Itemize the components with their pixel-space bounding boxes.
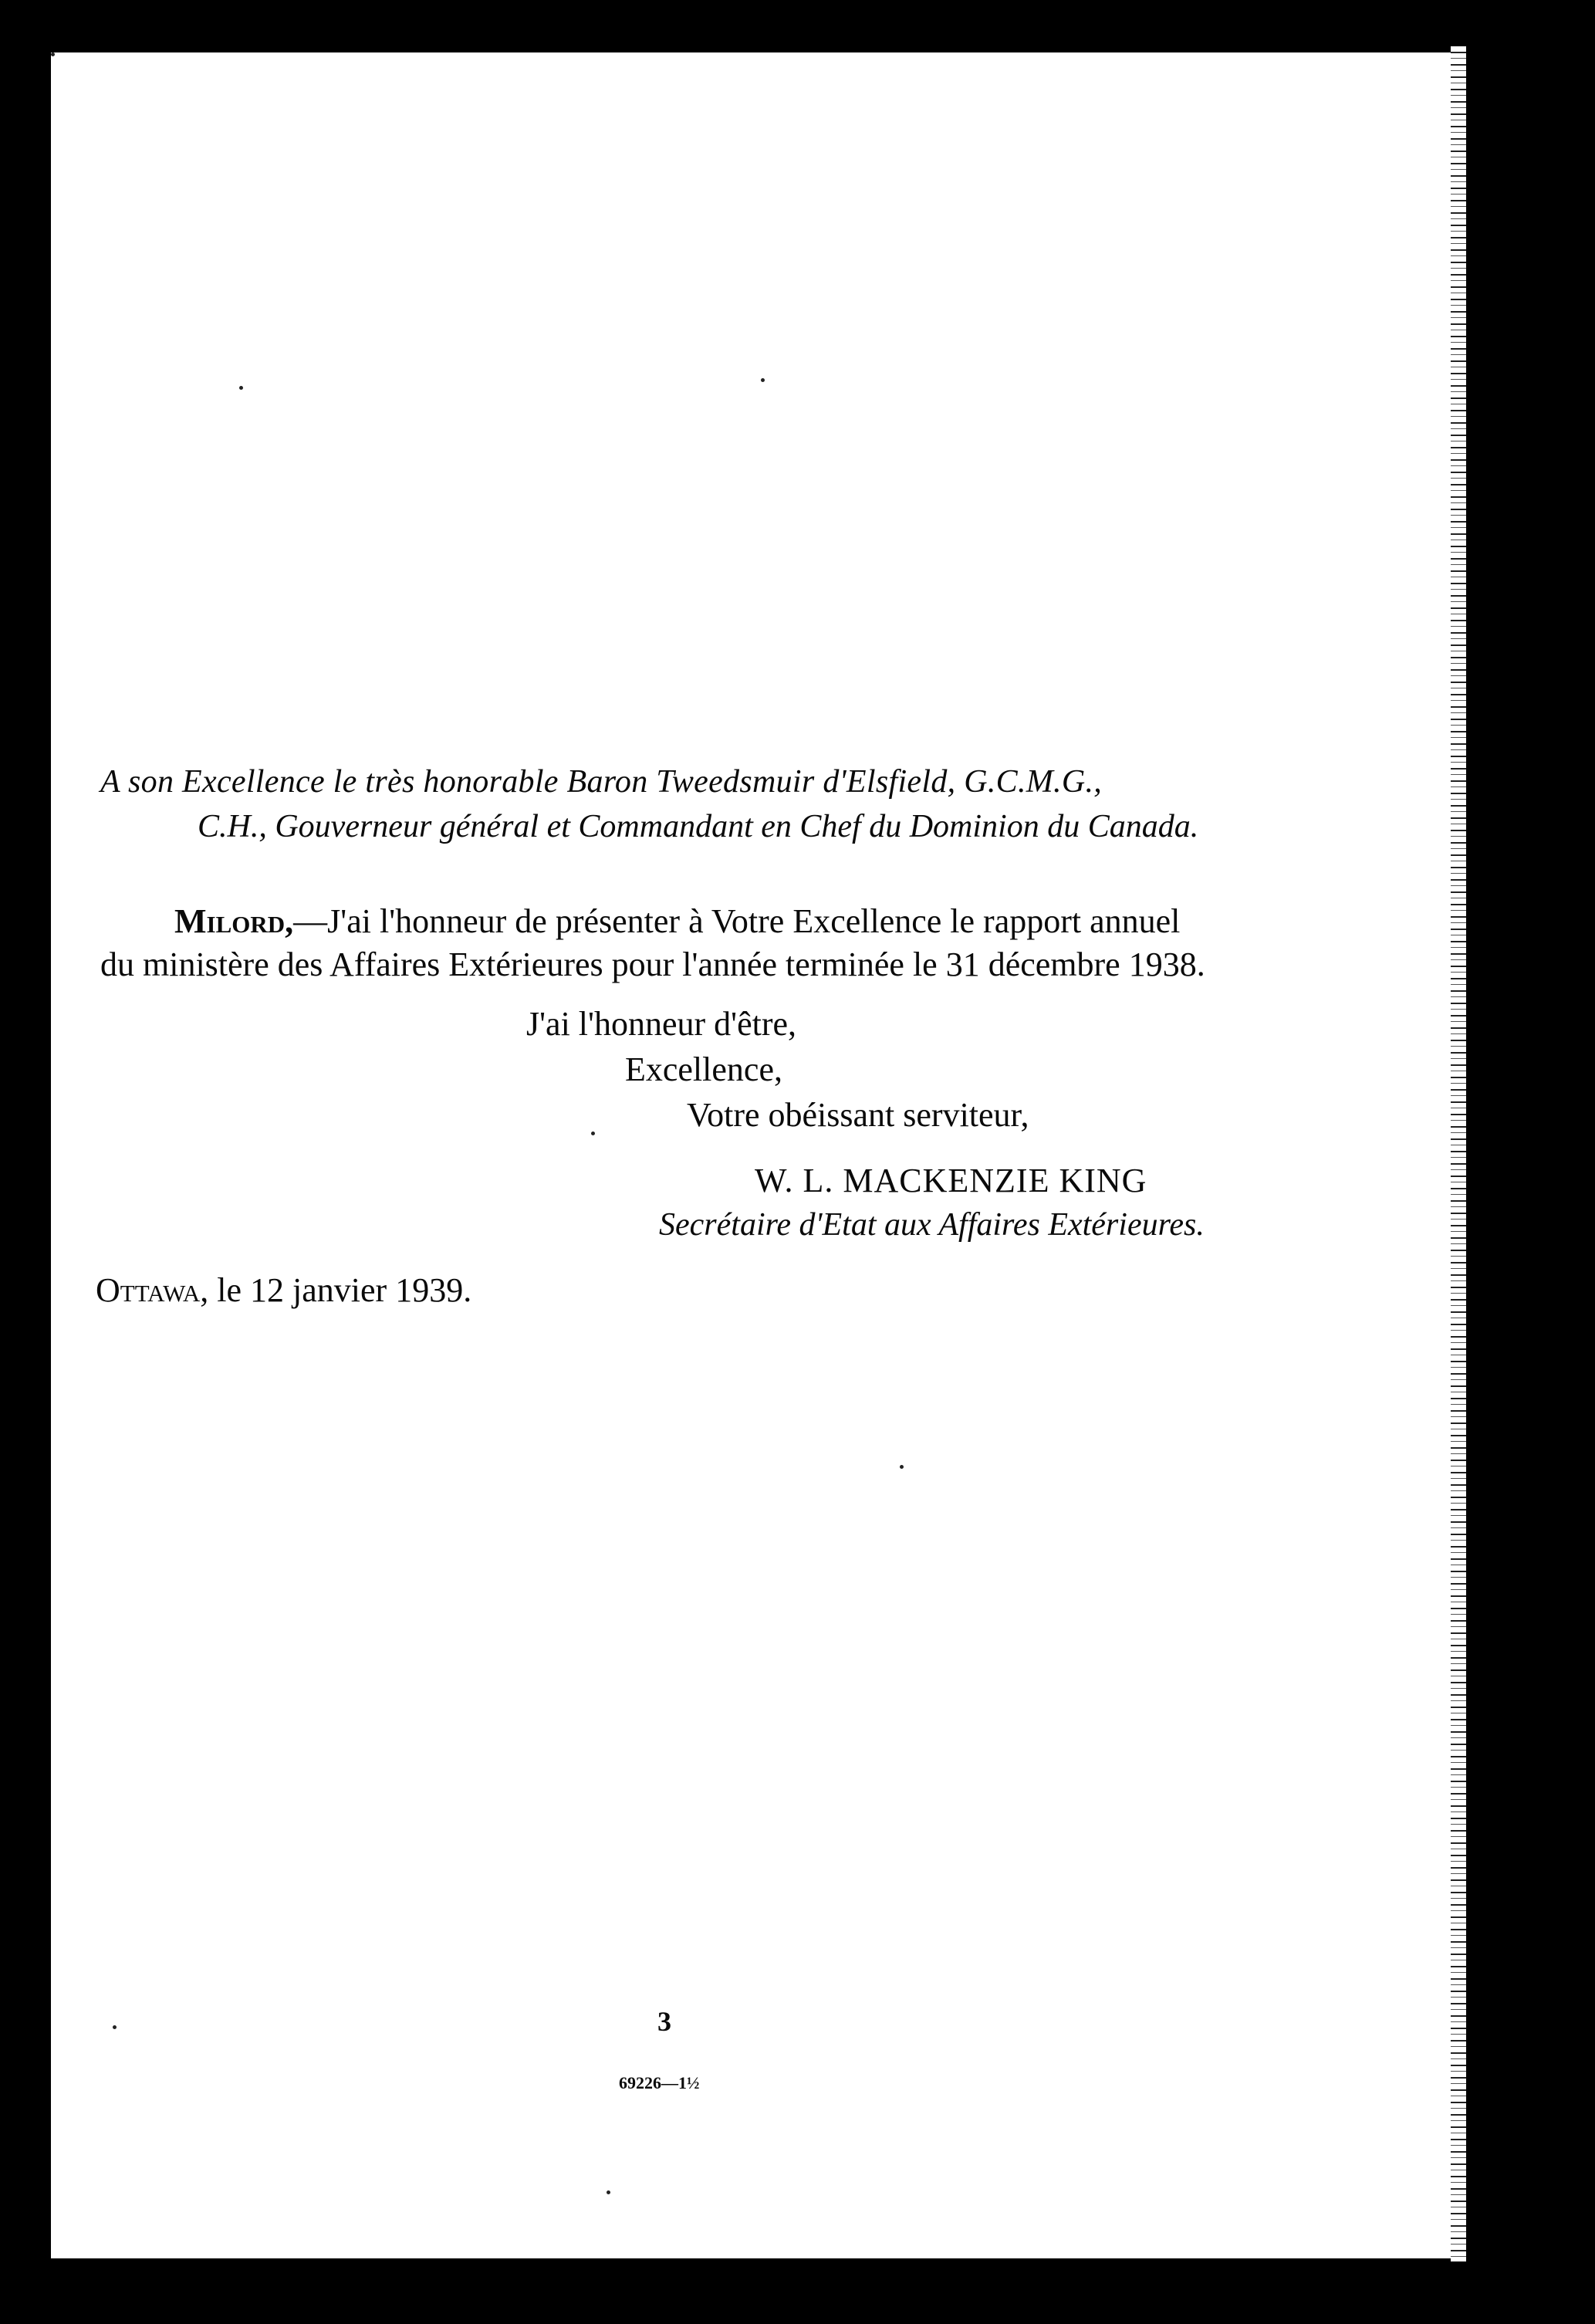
signature-title: Secrétaire d'Etat aux Affaires Extérieures. xyxy=(659,1207,1205,1243)
place: Ottawa, xyxy=(96,1271,209,1309)
salutation: Milord, xyxy=(174,902,294,940)
document-page xyxy=(51,52,1457,2258)
closing-line-2: Excellence, xyxy=(625,1050,782,1088)
page-number: 3 xyxy=(657,2006,671,2037)
scan-speck xyxy=(591,1132,595,1135)
closing-line-3: Votre obéissant serviteur, xyxy=(687,1096,1029,1134)
scan-right-border xyxy=(1466,46,1595,2261)
date: le 12 janvier 1939. xyxy=(208,1271,472,1309)
scan-speck xyxy=(761,378,765,382)
scan-speck xyxy=(900,1465,904,1469)
scan-speck xyxy=(239,386,243,390)
signature-name: W. L. MACKENZIE KING xyxy=(755,1162,1147,1199)
print-code: 69226—1½ xyxy=(619,2073,700,2092)
address-line-1: A son Excellence le très honorable Baron Tweedsmuir d'Elsfield, G.C.M.G., xyxy=(100,764,1103,800)
address-line-2: C.H., Gouverneur général et Commandant en Chef du Dominion du Canada. xyxy=(198,809,1199,844)
body-line-1-rest: —J'ai l'honneur de présenter à Votre Excellence le rapport annuel xyxy=(293,902,1181,940)
body-paragraph-line-1 xyxy=(174,902,1180,942)
body-paragraph-line-2: du ministère des Affaires Extérieures pour l'année terminée le 31 décembre 1938. xyxy=(100,945,1205,983)
scan-speck xyxy=(607,2190,610,2194)
closing-line-1: J'ai l'honneur d'être, xyxy=(526,1005,797,1043)
place-date xyxy=(96,1270,471,1311)
scan-speck xyxy=(113,2025,117,2029)
bound-edge xyxy=(1451,46,1466,2261)
scan-speck xyxy=(51,52,55,56)
